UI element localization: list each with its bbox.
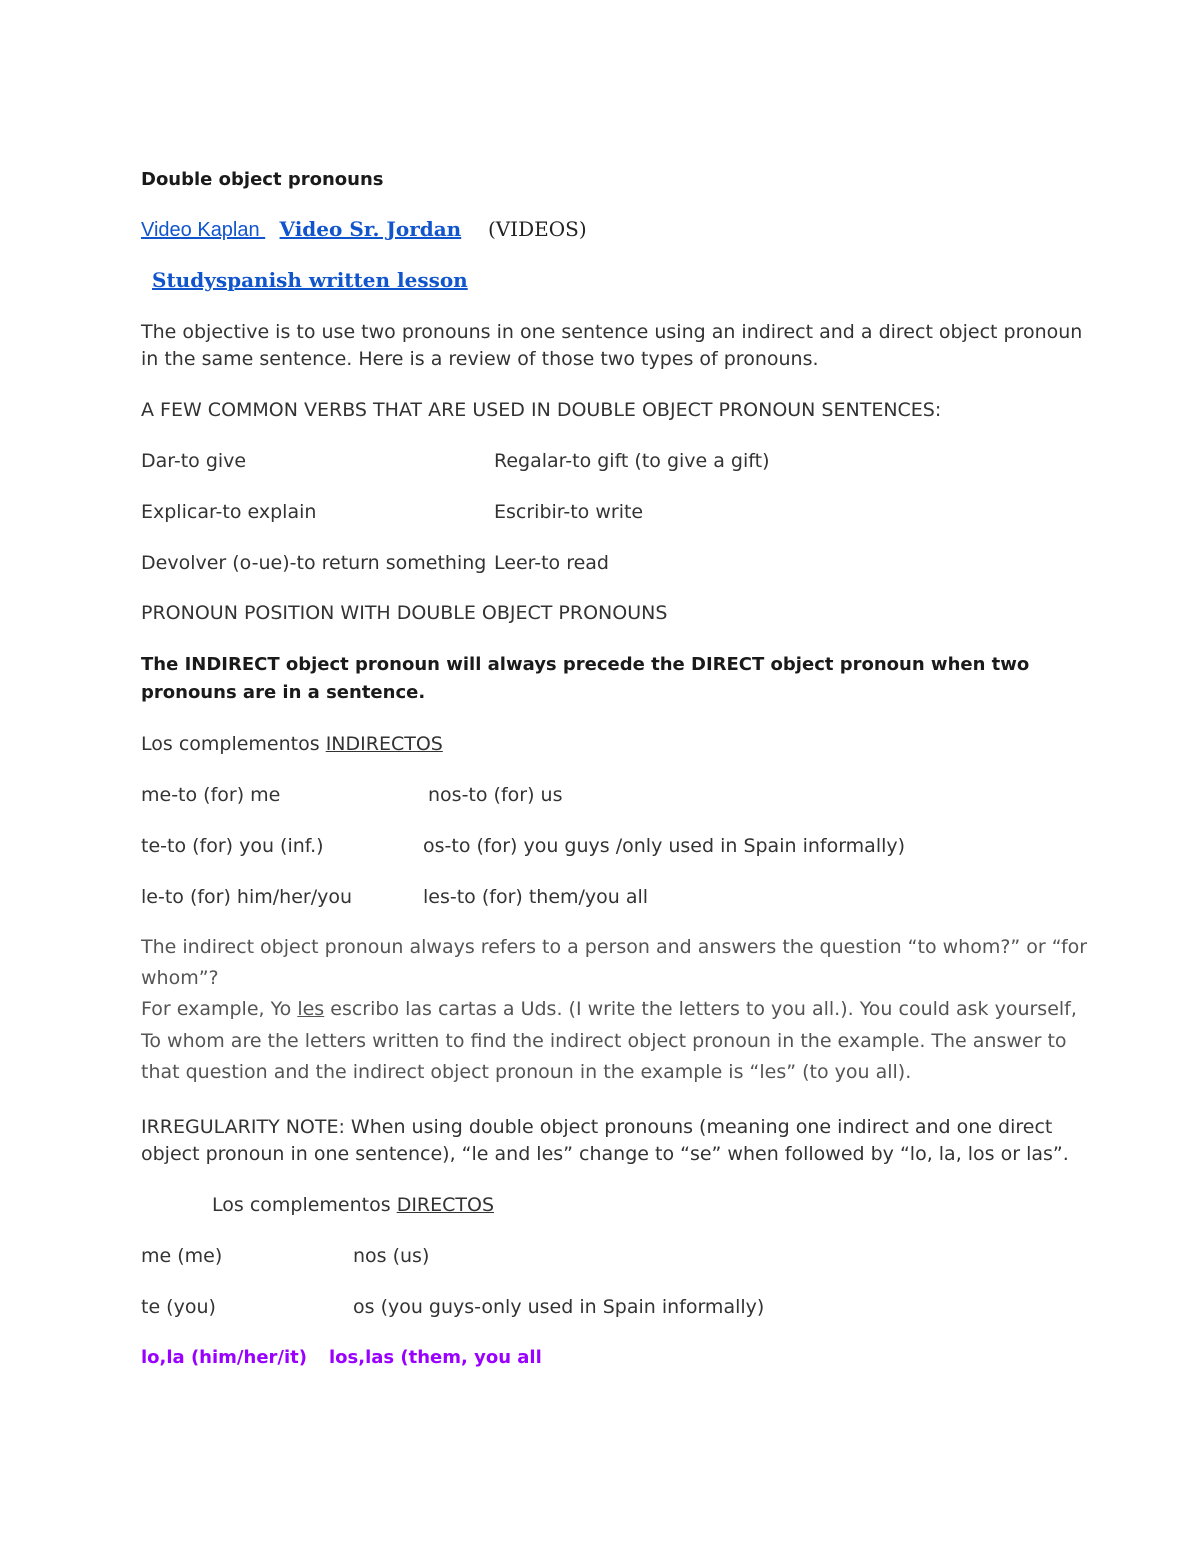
direct-right-1: nos (us) — [353, 1245, 430, 1267]
intro-line-2: in the same sentence. Here is a review of those two types of pronouns. — [141, 348, 819, 370]
video-kaplan-link[interactable]: Video Kaplan — [141, 219, 266, 241]
video-jordan-link[interactable]: Video Sr. Jordan — [279, 217, 462, 241]
verb-right-2: Escribir-to write — [494, 501, 644, 523]
rule-line-2: pronouns are in a sentence. — [141, 682, 426, 703]
explanation-les: les — [297, 998, 325, 1020]
rule-line-1: The INDIRECT object pronoun will always precede the DIRECT object pronoun when two — [141, 654, 1030, 675]
direct-left-2: te (you) — [141, 1296, 216, 1318]
indirect-label: Los complementos — [141, 733, 326, 755]
indirect-right-3: les-to (for) them/you all — [423, 886, 649, 908]
direct-label-underlined: DIRECTOS — [396, 1194, 495, 1216]
intro-line-1: The objective is to use two pronouns in one sentence using an indirect and a direct object pronoun — [141, 321, 1083, 343]
explanation-line-3a: For example, Yo — [141, 998, 298, 1020]
irregularity-line-1: IRREGULARITY NOTE: When using double object pronouns (meaning one indirect and one direct — [141, 1116, 1053, 1138]
verb-left-2: Explicar-to explain — [141, 501, 317, 523]
direct-label: Los complementos — [212, 1194, 397, 1216]
explanation-line-4: To whom are the letters written to find the indirect object pronoun in the example. The answer to — [141, 1030, 1067, 1052]
verb-left-1: Dar-to give — [141, 450, 247, 472]
indirect-left-3: le-to (for) him/her/you — [141, 886, 353, 908]
indirect-left-1: me-to (for) me — [141, 784, 281, 806]
explanation-line-2: whom”? — [141, 967, 219, 989]
studyspanish-link[interactable]: Studyspanish written lesson — [152, 268, 468, 292]
verb-right-1: Regalar-to gift (to give a gift) — [494, 450, 770, 472]
videos-note: (VIDEOS) — [487, 217, 587, 241]
direct-left-3: lo,la (him/her/it) — [141, 1347, 307, 1368]
direct-left-1: me (me) — [141, 1245, 223, 1267]
direct-right-2: os (you guys-only used in Spain informally) — [353, 1296, 765, 1318]
indirect-right-1: nos-to (for) us — [428, 784, 563, 806]
verbs-heading: A FEW COMMON VERBS THAT ARE USED IN DOUBLE OBJECT PRONOUN SENTENCES: — [141, 399, 942, 421]
explanation-line-5: that question and the indirect object pronoun in the example is “les” (to you all). — [141, 1061, 912, 1083]
explanation-line-3b: escribo las cartas a Uds. (I write the letters to you all.). You could ask yourself, — [324, 998, 1077, 1020]
indirect-label-underlined: INDIRECTOS — [325, 733, 443, 755]
indirect-right-2: os-to (for) you guys /only used in Spain informally) — [423, 835, 906, 857]
position-heading: PRONOUN POSITION WITH DOUBLE OBJECT PRONOUNS — [141, 602, 668, 624]
irregularity-line-2: object pronoun in one sentence), “le and les” change to “se” when followed by “lo, la, los or las”. — [141, 1143, 1069, 1165]
explanation-line-1: The indirect object pronoun always refers to a person and answers the question “to whom?” or “for — [141, 936, 1088, 958]
verb-right-3: Leer-to read — [494, 552, 609, 574]
page-title: Double object pronouns — [141, 169, 384, 190]
verb-left-3: Devolver (o-ue)-to return something — [141, 552, 487, 574]
indirect-left-2: te-to (for) you (inf.) — [141, 835, 324, 857]
direct-right-3: los,las (them, you all — [329, 1347, 542, 1368]
